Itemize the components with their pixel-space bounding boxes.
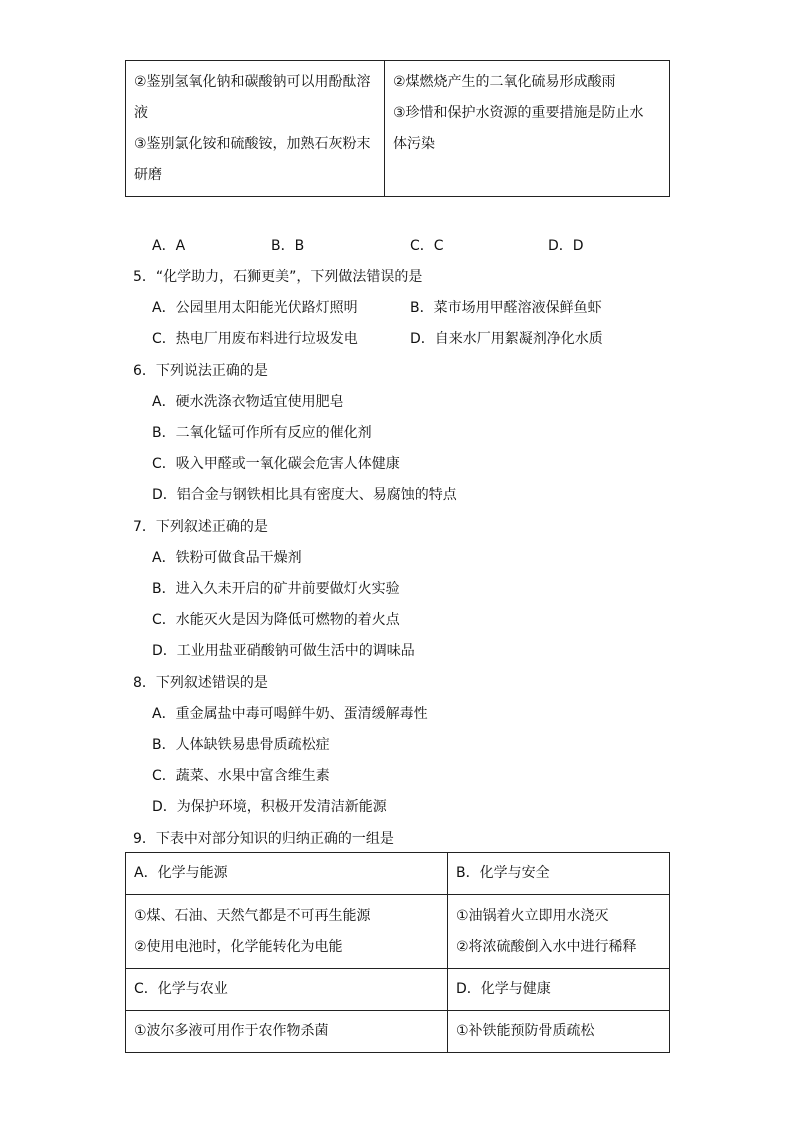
- cell-line: ①油锅着火立即用水浇灭: [456, 908, 609, 924]
- q4-knowledge-table: [125, 60, 670, 197]
- q9-table: [125, 852, 670, 1053]
- table-cell-left: [126, 61, 385, 197]
- q9-cell-a-head: [126, 853, 448, 895]
- q7-option-c: C．水能灭火是因为降低可燃物的着火点: [152, 612, 400, 628]
- cell-line: ②使用电池时，化学能转化为电能: [134, 939, 343, 955]
- cell-text: D．化学与健康: [456, 981, 551, 997]
- cell-line: ①波尔多液可用作于农作物杀菌: [134, 1023, 329, 1039]
- q8-option-a: A．重金属盐中毒可喝鲜牛奶、蛋清缓解毒性: [152, 706, 428, 722]
- cell-line: ①煤、石油、天然气都是不可再生能源: [134, 908, 371, 924]
- q6-option-d: D．铝合金与钢铁相比具有密度大、易腐蚀的特点: [152, 487, 457, 503]
- q9-cell-c-head: [126, 969, 448, 1011]
- q4-option-a: A．A: [152, 238, 186, 254]
- cell-line: ③珍惜和保护水资源的重要措施是防止水: [393, 105, 644, 121]
- q5-option-a: A．公园里用太阳能光伏路灯照明: [152, 300, 358, 316]
- q5-option-d: D．自来水厂用絮凝剂净化水质: [410, 331, 603, 347]
- cell-line: 体污染: [393, 136, 435, 152]
- q9-cell-b-head: [448, 853, 670, 895]
- q6-option-c: C．吸入甲醛或一氧化碳会危害人体健康: [152, 456, 400, 472]
- cell-line: 研磨: [134, 167, 162, 183]
- q5-stem: 5．“化学助力，石狮更美”，下列做法错误的是: [133, 269, 423, 285]
- q9-cell-d-head: [448, 969, 670, 1011]
- cell-line: 液: [134, 105, 148, 121]
- q9-stem: 9．下表中对部分知识的归纳正确的一组是: [133, 831, 394, 847]
- q7-option-b: B．进入久未开启的矿井前要做灯火实验: [152, 581, 400, 597]
- q6-option-b: B．二氧化锰可作所有反应的催化剂: [152, 425, 372, 441]
- q7-stem: 7．下列叙述正确的是: [133, 519, 268, 535]
- q6-option-a: A．硬水洗涤衣物适宜使用肥皂: [152, 394, 344, 410]
- q7-option-a: A．铁粉可做食品干燥剂: [152, 550, 302, 566]
- cell-line: ③鉴别氯化铵和硫酸铵，加熟石灰粉末: [134, 136, 371, 152]
- cell-line: ①补铁能预防骨质疏松: [456, 1023, 595, 1039]
- q5-option-b: B．菜市场用甲醛溶液保鲜鱼虾: [410, 300, 602, 316]
- q9-cell-b-body: [448, 895, 670, 969]
- q6-stem: 6．下列说法正确的是: [133, 363, 268, 379]
- q8-option-b: B．人体缺铁易患骨质疏松症: [152, 737, 330, 753]
- cell-text: C．化学与农业: [134, 981, 228, 997]
- q4-option-b: B．B: [271, 238, 305, 254]
- q9-cell-d-body: [448, 1011, 670, 1053]
- q9-cell-c-body: [126, 1011, 448, 1053]
- cell-text: B．化学与安全: [456, 865, 550, 881]
- q8-option-d: D．为保护环境，积极开发清洁新能源: [152, 799, 387, 815]
- q8-option-c: C．蔬菜、水果中富含维生素: [152, 768, 330, 784]
- cell-line: ②煤燃烧产生的二氧化硫易形成酸雨: [393, 74, 616, 90]
- cell-text: A．化学与能源: [134, 865, 228, 881]
- q8-stem: 8．下列叙述错误的是: [133, 675, 268, 691]
- q7-option-d: D．工业用盐亚硝酸钠可做生活中的调味品: [152, 643, 415, 659]
- table-cell-right: [385, 61, 670, 197]
- q9-cell-a-body: [126, 895, 448, 969]
- cell-line: ②鉴别氢氧化钠和碳酸钠可以用酚酞溶: [134, 74, 371, 90]
- q4-option-d: D．D: [548, 238, 584, 254]
- cell-line: ②将浓硫酸倒入水中进行稀释: [456, 939, 637, 955]
- q5-option-c: C．热电厂用废布料进行垃圾发电: [152, 331, 358, 347]
- q4-option-c: C．C: [410, 238, 444, 254]
